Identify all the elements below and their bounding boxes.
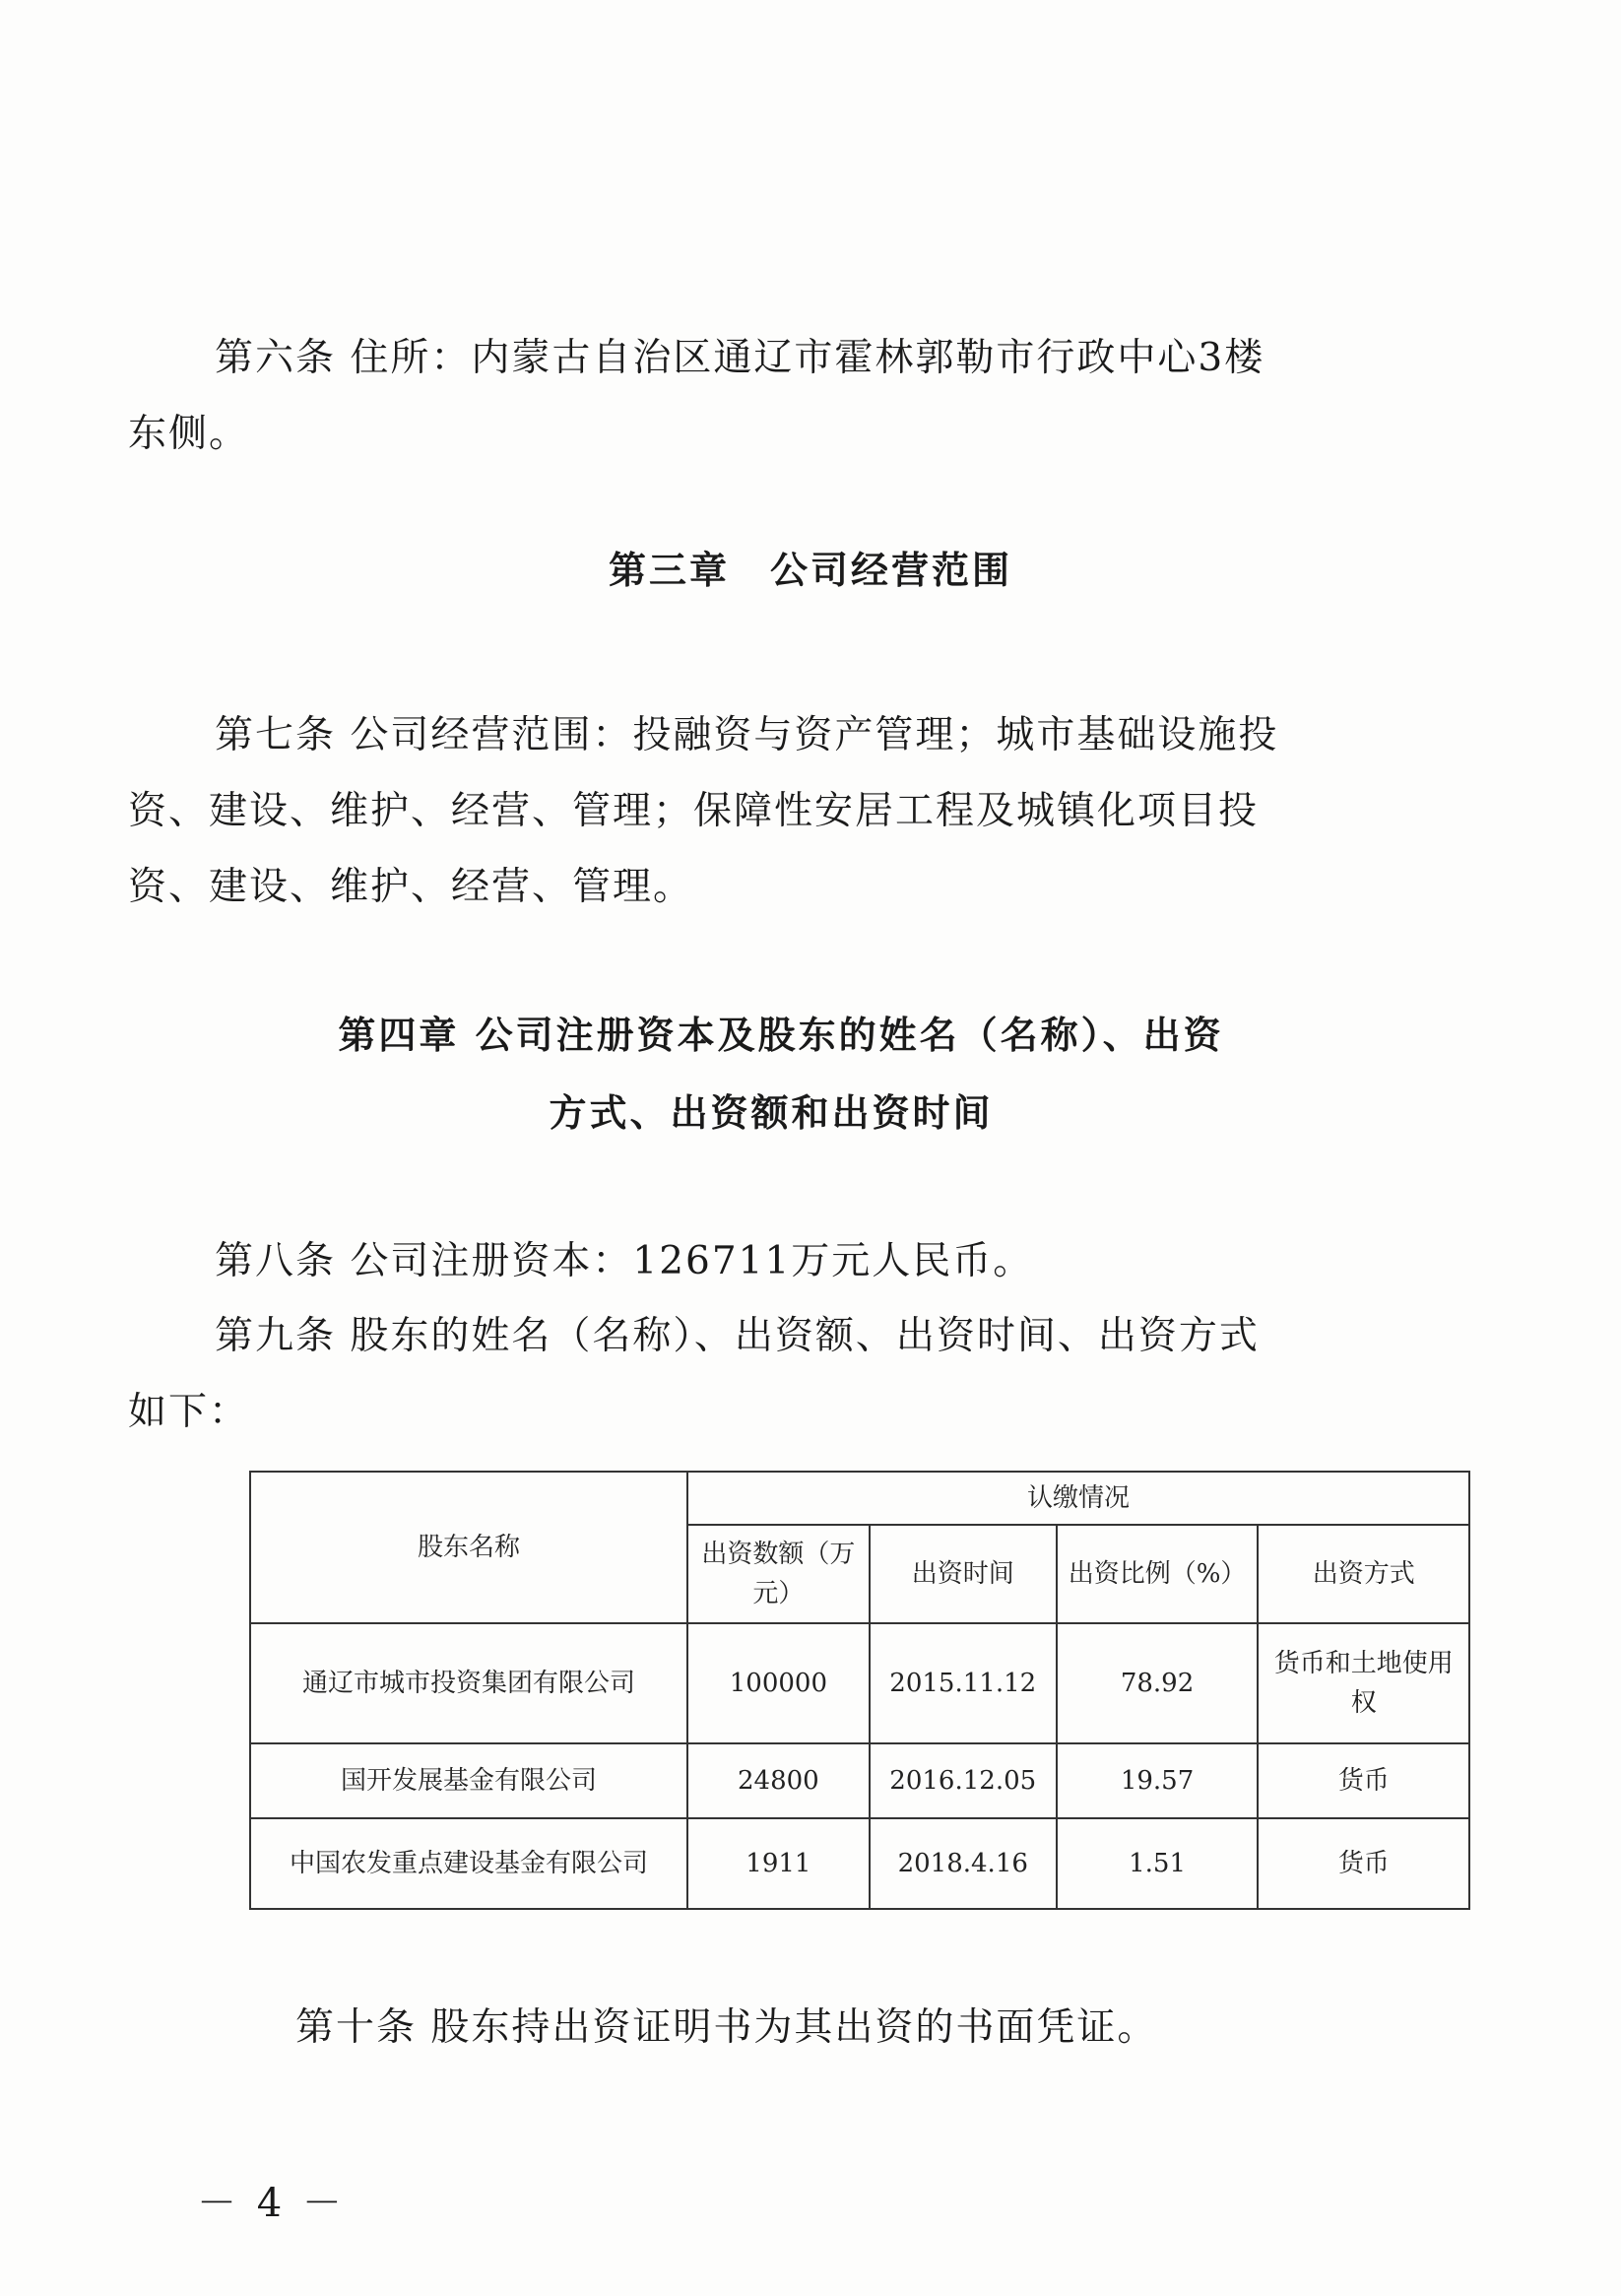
article-8-text: 第八条 公司注册资本：126711万元人民币。 — [215, 1239, 1034, 1283]
article-7 — [128, 697, 1406, 925]
row-date: 2018.4.16 — [870, 1818, 1057, 1909]
article-10 — [295, 1990, 1487, 2066]
row-method: 货币 — [1258, 1743, 1469, 1818]
row-ratio: 19.57 — [1057, 1743, 1259, 1818]
table-row — [250, 1623, 1469, 1743]
header-amount: 出资数额（万元） — [687, 1525, 870, 1623]
chapter-4-title-line-1: 第四章 公司注册资本及股东的姓名（名称）、出资 — [338, 1013, 1224, 1057]
header-subscription: 认缴情况 — [687, 1472, 1469, 1525]
row-name: 通辽市城市投资集团有限公司 — [250, 1623, 687, 1743]
row-date: 2015.11.12 — [870, 1623, 1057, 1743]
chapter-3-heading — [0, 540, 1621, 594]
article-7-line-2: 资、建设、维护、经营、管理；保障性安居工程及城镇化项目投 — [128, 789, 1260, 833]
table-row — [250, 1743, 1469, 1818]
page-number: － 4 － — [197, 2181, 346, 2226]
header-method: 出资方式 — [1258, 1525, 1469, 1623]
article-8 — [215, 1223, 1406, 1299]
chapter-3-title: 第三章 公司经营范围 — [608, 548, 1012, 592]
article-9-line-2: 如下： — [128, 1390, 250, 1434]
article-10-text: 第十条 股东持出资证明书为其出资的书面凭证。 — [295, 2005, 1158, 2050]
row-method: 货币和土地使用权 — [1258, 1623, 1469, 1743]
row-date: 2016.12.05 — [870, 1743, 1057, 1818]
article-9 — [128, 1298, 1406, 1450]
article-6 — [128, 320, 1406, 472]
row-amount: 24800 — [687, 1743, 870, 1818]
chapter-4-title-line-2: 方式、出资额和出资时间 — [549, 1090, 994, 1135]
article-7-line-1: 第七条 公司经营范围：投融资与资产管理；城市基础设施投 — [215, 713, 1279, 757]
table-row — [250, 1818, 1469, 1909]
header-date: 出资时间 — [870, 1525, 1057, 1623]
row-amount: 100000 — [687, 1623, 870, 1743]
row-method: 货币 — [1258, 1818, 1469, 1909]
chapter-4-heading — [0, 1005, 1591, 1137]
header-ratio: 出资比例（%） — [1057, 1525, 1259, 1623]
row-amount: 1911 — [687, 1818, 870, 1909]
article-9-line-1: 第九条 股东的姓名（名称）、出资额、出资时间、出资方式 — [215, 1314, 1260, 1358]
shareholder-table — [249, 1471, 1470, 1910]
row-name: 中国农发重点建设基金有限公司 — [250, 1818, 687, 1909]
header-shareholder-name: 股东名称 — [250, 1472, 687, 1623]
row-ratio: 78.92 — [1057, 1623, 1259, 1743]
article-7-line-3: 资、建设、维护、经营、管理。 — [128, 865, 694, 909]
article-6-line-1: 第六条 住所：内蒙古自治区通辽市霍林郭勒市行政中心3楼 — [215, 336, 1265, 380]
row-ratio: 1.51 — [1057, 1818, 1259, 1909]
article-6-line-2: 东侧。 — [128, 412, 250, 456]
row-name: 国开发展基金有限公司 — [250, 1743, 687, 1818]
